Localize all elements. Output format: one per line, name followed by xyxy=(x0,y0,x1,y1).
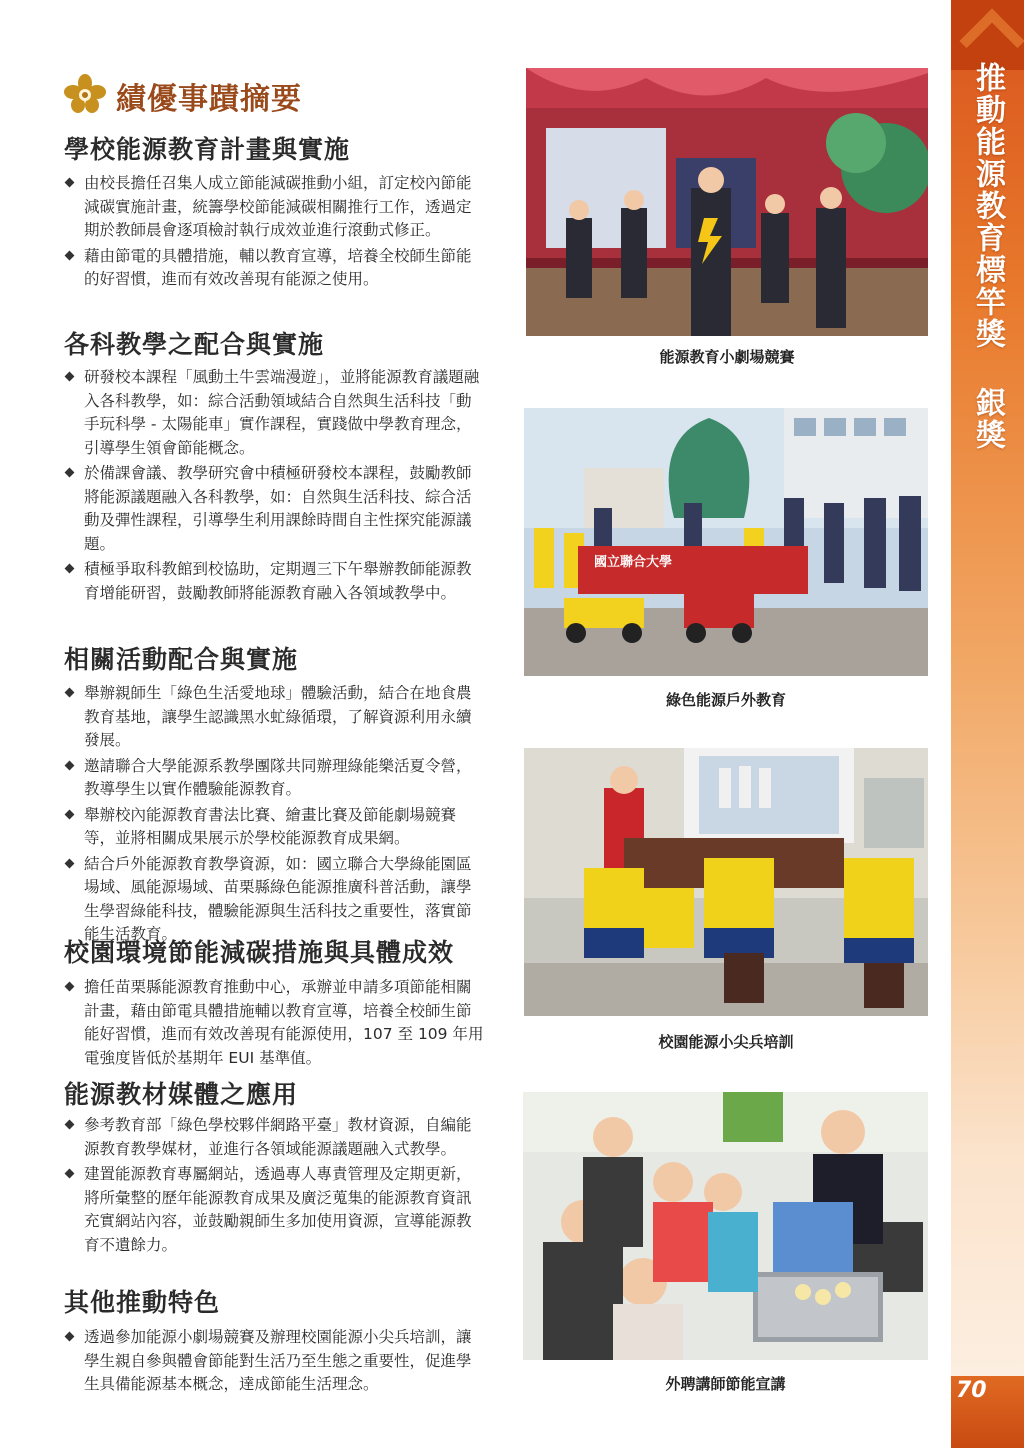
photo-caption: 能源教育小劇場競賽 xyxy=(659,348,795,366)
list-item: 擔任苗栗縣能源教育推動中心，承辦並申請多項節能相關計畫，藉由節電具體措施輔以教育宣導，培養全校師生節能好習慣，進而有效改善現有能源使用，107 至 109 年用電強度皆低於基期年 EUI 基準值。 xyxy=(64,976,484,1070)
list-item: 由校長擔任召集人成立節能減碳推動小組，訂定校內節能減碳實施計畫，統籌學校節能減碳相關推行工作，透過定期於教師晨會逐項檢討執行成效並進行滾動式修正。 xyxy=(64,172,484,243)
bullet-list xyxy=(64,682,484,949)
photo-caption: 校園能源小尖兵培訓 xyxy=(658,1033,794,1051)
section-heading: 相關活動配合與實施 xyxy=(64,645,299,674)
section-heading: 各科教學之配合與實施 xyxy=(64,330,325,359)
diamond-bullet-icon xyxy=(65,564,75,574)
chevron-decoration-icon xyxy=(951,0,1024,70)
section-heading: 校園環境節能減碳措施與具體成效 xyxy=(64,938,455,967)
diamond-bullet-icon xyxy=(65,250,75,260)
diamond-bullet-icon xyxy=(65,372,75,382)
diamond-bullet-icon xyxy=(65,982,75,992)
list-item: 參考教育部「綠色學校夥伴網路平臺」教材資源，自編能源教育教學媒材，並進行各領域能源議題融入式教學。 xyxy=(64,1114,484,1161)
photo-energy-drama xyxy=(526,68,928,336)
list-item: 結合戶外能源教育教學資源，如：國立聯合大學綠能園區場域、風能源場域、苗栗縣綠色能源推廣科普活動，讓學生學習綠能科技，體驗能源與生活科技之重要性，落實節能生活教育。 xyxy=(64,853,484,947)
photo-caption: 綠色能源戶外教育 xyxy=(665,691,786,709)
list-item: 透過參加能源小劇場競賽及辦理校園能源小尖兵培訓，讓學生親自參與體會節能對生活乃至生態之重要性，促進學生具備能源基本概念，達成節能生活理念。 xyxy=(64,1326,484,1397)
diamond-bullet-icon xyxy=(65,858,75,868)
bullet-list xyxy=(64,1326,484,1399)
photo-energy-ambassador-training xyxy=(524,748,928,1016)
list-item: 研發校本課程「風動土牛雲端漫遊」，並將能源教育議題融入各科教學，如：綜合活動領域結合自然與生活科技「動手玩科學 - 太陽能車」實作課程，實踐做中學教育理念，引導學生領會節能概念。 xyxy=(64,366,484,460)
list-item: 邀請聯合大學能源系教學團隊共同辦理綠能樂活夏令營，教導學生以實作體驗能源教育。 xyxy=(64,755,484,802)
photo-green-energy-outdoor xyxy=(524,408,928,676)
side-title: 推動能源教育標竿獎 銀獎 xyxy=(970,62,1005,451)
diamond-bullet-icon xyxy=(65,178,75,188)
diamond-bullet-icon xyxy=(65,1169,75,1179)
list-item: 積極爭取科教館到校協助，定期週三下午舉辦教師能源教育增能研習，鼓勵教師將能源教育融入各領域教學中。 xyxy=(64,558,484,605)
banner-text: 國立聯合大學 xyxy=(594,555,673,570)
diamond-bullet-icon xyxy=(65,760,75,770)
diamond-bullet-icon xyxy=(65,468,75,478)
list-item: 舉辦校內能源教育書法比賽、繪畫比賽及節能劇場競賽等，並將相關成果展示於學校能源教育成果網。 xyxy=(64,804,484,851)
flower-icon xyxy=(62,74,108,114)
section-heading: 能源教材媒體之應用 xyxy=(64,1080,299,1109)
bullet-list xyxy=(64,1114,484,1259)
photo-guest-lecturer xyxy=(523,1092,928,1360)
bullet-list xyxy=(64,172,484,294)
diamond-bullet-icon xyxy=(65,809,75,819)
bullet-list xyxy=(64,366,484,607)
list-item: 建置能源教育專屬網站，透過專人專責管理及定期更新，將所彙整的歷年能源教育成果及廣泛蒐集的能源教育資訊充實網站內容，並鼓勵親師生多加使用資源，宣導能源教育不遺餘力。 xyxy=(64,1163,484,1257)
photo-caption: 外聘講師節能宣講 xyxy=(665,1375,786,1393)
list-item: 舉辦親師生「綠色生活愛地球」體驗活動，結合在地食農教育基地，讓學生認識黑水虻綠循環，了解資源利用永續發展。 xyxy=(64,682,484,753)
diamond-bullet-icon xyxy=(65,1332,75,1342)
list-item: 於備課會議、教學研究會中積極研發校本課程，鼓勵教師將能源議題融入各科教學，如：自然與生活科技、綜合活動及彈性課程，引導學生利用課餘時間自主性探究能源議題。 xyxy=(64,462,484,556)
section-heading: 其他推動特色 xyxy=(64,1288,221,1317)
diamond-bullet-icon xyxy=(65,688,75,698)
section-heading: 學校能源教育計畫與實施 xyxy=(64,135,351,164)
bullet-list xyxy=(64,976,484,1072)
list-item: 藉由節電的具體措施，輔以教育宣導，培養全校師生節能的好習慣，進而有效改善現有能源之使用。 xyxy=(64,245,484,292)
page-title: 績優事蹟摘要 xyxy=(116,82,302,117)
page-number: 70 xyxy=(956,1378,987,1403)
diamond-bullet-icon xyxy=(65,1120,75,1130)
